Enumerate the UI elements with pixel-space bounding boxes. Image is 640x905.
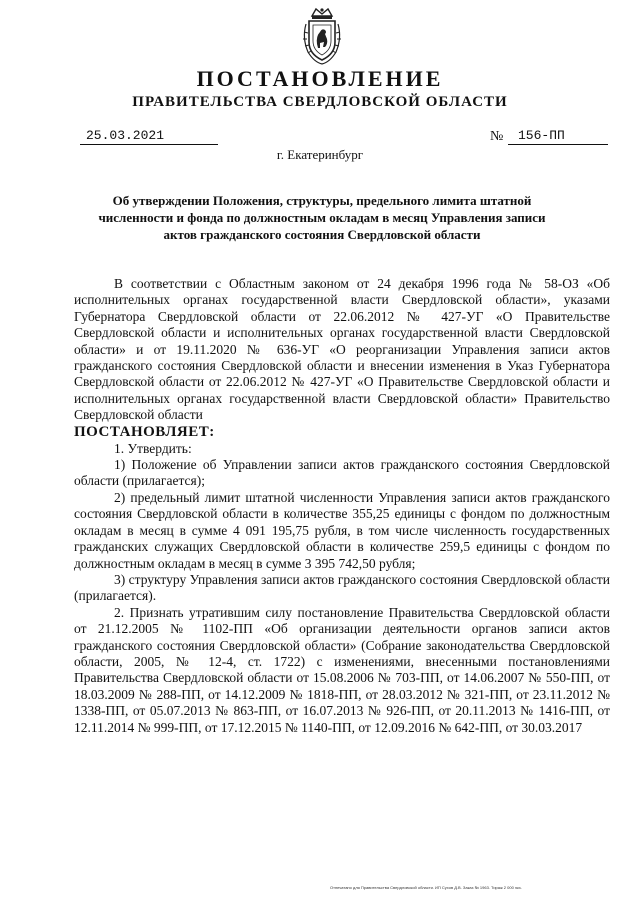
resolve-word: ПОСТАНОВЛЯЕТ:: [74, 423, 215, 440]
preamble-paragraph: В соответствии с Областным законом от 24 декабря 1996 года № 58-ОЗ «Об исполнительных органах государственной власти Свердловской области», указами Губернатора Свердловской области от 22.06.2012 № 427-УГ «О Правительстве Свердловской области и исполнительных органах государственной власти Свердловской области» и от 19.11.2020 № 636-УГ «О реорганизации Управления записи актов гражданского состояния Свердловской области и внесении изменения в Указ Губернатора Свердловской области от 22.06.2012 № 427-УГ «О Правительстве Свердловской области и исполнительных органах государственной власти Свердловской области» Правительство Свердловской области: [74, 276, 610, 423]
issuing-authority: ПРАВИТЕЛЬСТВА СВЕРДЛОВСКОЙ ОБЛАСТИ: [132, 94, 508, 110]
item-1: 1. Утвердить:: [114, 440, 192, 456]
document-body: [74, 276, 610, 736]
item-2: 2. Признать утратившим силу постановление Правительства Свердловской области от 21.12.2005 № 1102-ПП «Об организации деятельности органов записи актов гражданского состояния Свердловской области» (Собрание законодательства Свердловской области, 2005, № 12-4, ст. 1722) с изменениями, внесенными постановлениями Правительства Свердловской области от 15.08.2006 № 703-ПП, от 14.06.2007 № 550-ПП, от 18.03.2009 № 288-ПП, от 14.12.2009 № 1818-ПП, от 28.03.2012 № 321-ПП, от 23.11.2012 № 1338-ПП, от 05.07.2013 № 863-ПП, от 16.07.2013 № 926-ПП, от 20.11.2013 № 1416-ПП, от 12.11.2014 № 999-ПП, от 17.12.2015 № 1140-ПП, от 12.09.2016 № 642-ПП, от 30.03.2017: [74, 604, 610, 735]
document-type-title: ПОСТАНОВЛЕНИЕ: [196, 66, 444, 91]
number-label: №: [490, 129, 504, 144]
document-heading: Об утверждении Положения, структуры, предельного лимита штатной численности и фонда по должностным окладам в месяц Управления записи актов гражданского состояния Свердловской области: [98, 193, 546, 242]
document-date: 25.03.2021: [80, 127, 218, 145]
document-number: 156-ПП: [508, 127, 608, 145]
print-footer-note: Отпечатано для Правительства Свердловской области. ИП Сухов Д.В. Заказ № 1963. Тираж 2 000 экз.: [330, 885, 522, 890]
item-1-2: 2) предельный лимит штатной численности Управления записи актов гражданского состояния Свердловской области в количестве 355,25 единицы с фондом по должностным окладам в месяц в сумме 4 091 195,75 рубля, в том числе численность государственных гражданских служащих Свердловской области в количестве 259,5 единицы с фондом по должностным окладам в месяц в сумме 3 395 742,50 рубля;: [74, 489, 610, 571]
coat-of-arms-icon: [300, 6, 344, 66]
place-of-issue: г. Екатеринбург: [276, 147, 364, 162]
item-1-1: 1) Положение об Управлении записи актов гражданского состояния Свердловской области (прилагается);: [74, 457, 610, 489]
item-1-3: 3) структуру Управления записи актов гражданского состояния Свердловской области (прилагается).: [74, 571, 610, 604]
